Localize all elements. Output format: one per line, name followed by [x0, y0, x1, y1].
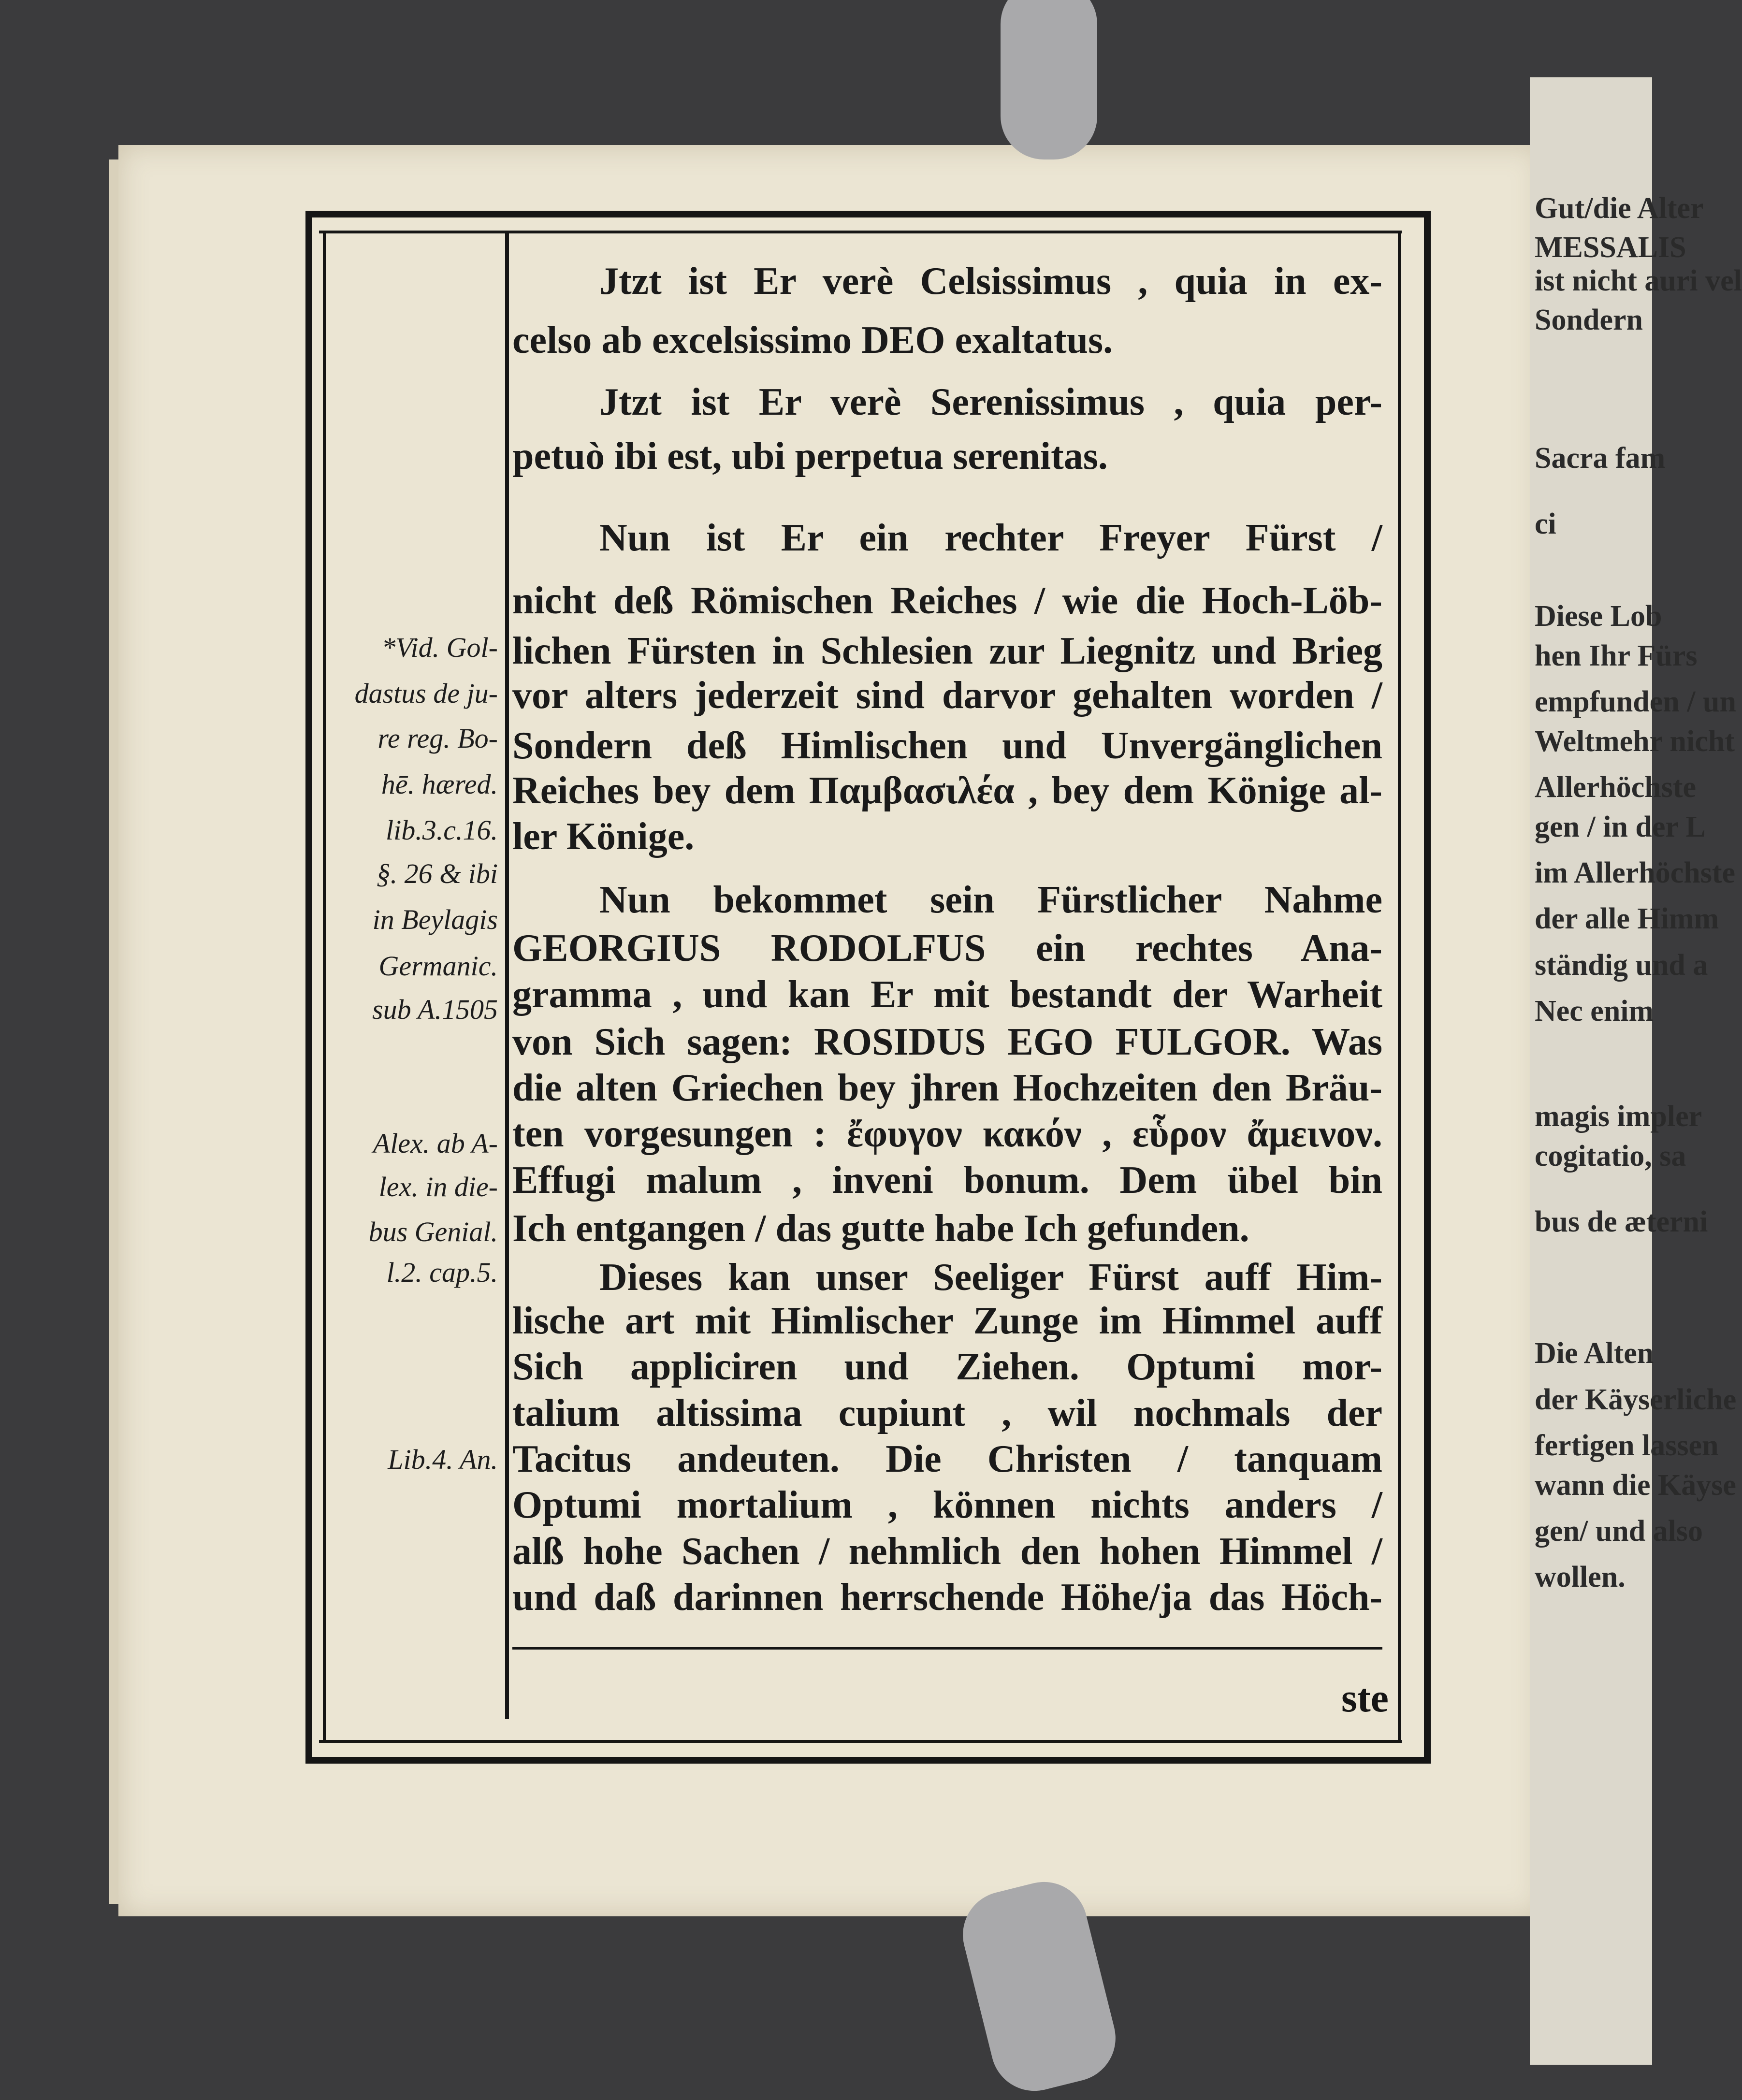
text-line: lichen Fürsten in Schlesien zur Liegnitz und Brieg — [512, 629, 1382, 672]
text-line: Ich entgangen / das gutte habe Ich gefunden. — [512, 1207, 1249, 1250]
text-line: alß hohe Sachen / nehmlich den hohen Himmel / — [512, 1530, 1382, 1573]
margin-note: dastus de ju- — [354, 678, 498, 709]
text-line: celso ab excelsissimo DEO exaltatus. — [512, 319, 1113, 362]
catchword: ste — [1341, 1676, 1389, 1721]
text-line: vor alters jederzeit sind darvor gehalten worden / — [512, 674, 1382, 717]
facing-page-text: Sondern — [1535, 304, 1643, 337]
facing-page-text: Allerhöchste — [1535, 771, 1697, 804]
text-line: von Sich sagen: ROSIDUS EGO FULGOR. Was — [512, 1020, 1382, 1063]
text-line: GEORGIUS RODOLFUS ein rechtes Ana- — [512, 927, 1382, 970]
margin-column-divider — [505, 231, 509, 1719]
margin-note: lib.3.c.16. — [386, 814, 498, 846]
text-line: Reiches bey dem Παμβασιλέα , bey dem Könige al- — [512, 769, 1382, 812]
text-line: nicht deß Römischen Reiches / wie die Hoch-Löb- — [512, 579, 1382, 623]
facing-page-text: Die Alten — [1535, 1337, 1654, 1370]
text-bottom-rule — [512, 1647, 1382, 1650]
facing-page-text: Diese Lob — [1535, 600, 1662, 633]
facing-page-text: wollen. — [1535, 1561, 1626, 1594]
margin-note: l.2. cap.5. — [386, 1257, 498, 1289]
text-line: Jtzt ist Er verè Serenissimus , quia per- — [599, 381, 1382, 424]
text-line: lische art mit Himlischer Zunge im Himmel auff — [512, 1300, 1382, 1343]
text-line: petuò ibi est, ubi perpetua serenitas. — [512, 434, 1108, 478]
inner-right-rule — [1398, 231, 1401, 1741]
text-line: ler Könige. — [512, 815, 695, 858]
text-line: gramma , und kan Er mit bestandt der Warheit — [512, 973, 1382, 1016]
facing-page-text: bus de æterni — [1535, 1205, 1708, 1238]
text-line: Effugi malum , inveni bonum. Dem übel bin — [512, 1159, 1382, 1202]
facing-page-text: MESSALIS — [1535, 231, 1686, 264]
text-line: ten vorgesungen : ἔφυγον κακόν , εὗρον ἄμεινον. — [512, 1113, 1382, 1156]
margin-note: Lib.4. An. — [388, 1444, 498, 1476]
facing-page-text: Nec enim — [1535, 995, 1654, 1028]
facing-page-text: der Käyserliche — [1535, 1383, 1737, 1416]
facing-page-text: fertigen lassen — [1535, 1429, 1719, 1462]
margin-note: *Vid. Gol- — [381, 631, 498, 663]
facing-page-text: empfunden / un — [1535, 685, 1736, 719]
text-line: Nun ist Er ein rechter Freyer Fürst / — [599, 516, 1382, 559]
facing-page-text: hen Ihr Fürs — [1535, 639, 1698, 672]
text-line: Sich appliciren und Ziehen. Optumi mor- — [512, 1346, 1382, 1389]
margin-note: Germanic. — [378, 950, 498, 982]
inner-left-rule — [323, 231, 326, 1741]
text-line: Dieses kan unser Seeliger Fürst auff Him- — [599, 1256, 1382, 1299]
text-line: Jtzt ist Er verè Celsissimus , quia in ex- — [599, 260, 1382, 303]
facing-page-text: cogitatio, sa — [1535, 1139, 1686, 1173]
text-line: die alten Griechen bey jhren Hochzeiten den Bräu- — [512, 1067, 1382, 1110]
page-clip-top — [1001, 0, 1097, 159]
facing-page-text: Gut/die Alter — [1535, 191, 1704, 225]
facing-page-text: magis impler — [1535, 1100, 1702, 1133]
text-line: talium altissima cupiunt , wil nochmals der — [512, 1391, 1382, 1434]
margin-note: re reg. Bo- — [377, 722, 498, 754]
margin-note: in Beylagis — [372, 904, 498, 936]
facing-page-text: der alle Himm — [1535, 902, 1719, 936]
margin-note: bus Genial. — [368, 1216, 498, 1247]
text-line: und daß darinnen herrschende Höhe/ja das Höch- — [512, 1576, 1382, 1619]
facing-page-text: ci — [1535, 507, 1556, 541]
margin-note: hē. hæred. — [381, 768, 498, 800]
facing-page-text: Weltmehr nicht — [1535, 724, 1735, 758]
margin-note: sub A.1505 — [372, 993, 498, 1025]
inner-bottom-rule — [319, 1740, 1402, 1743]
inner-top-rule — [319, 231, 1402, 233]
facing-page-text: im Allerhöchste — [1535, 856, 1735, 890]
text-line: Tacitus andeuten. Die Christen / tanquam — [512, 1438, 1382, 1481]
text-line: Sondern deß Himlischen und Unvergänglichen — [512, 724, 1382, 767]
text-line: Optumi mortalium , können nichts anders / — [512, 1484, 1382, 1527]
facing-page-text: Sacra fam — [1535, 442, 1666, 475]
margin-note: lex. in die- — [378, 1171, 498, 1203]
facing-page-text: gen / in der L — [1535, 810, 1706, 843]
facing-page-text: gen/ und also — [1535, 1514, 1703, 1548]
text-line: Nun bekommet sein Fürstlicher Nahme — [599, 878, 1382, 921]
facing-page-text: wann die Käyse — [1535, 1468, 1736, 1502]
facing-page-text: ständig und a — [1535, 948, 1708, 982]
facing-page — [1530, 77, 1742, 2065]
margin-note: Alex. ab A- — [373, 1128, 498, 1159]
facing-page-text: ist nicht auri vel — [1535, 264, 1742, 297]
margin-note: §. 26 & ibi — [376, 858, 498, 890]
